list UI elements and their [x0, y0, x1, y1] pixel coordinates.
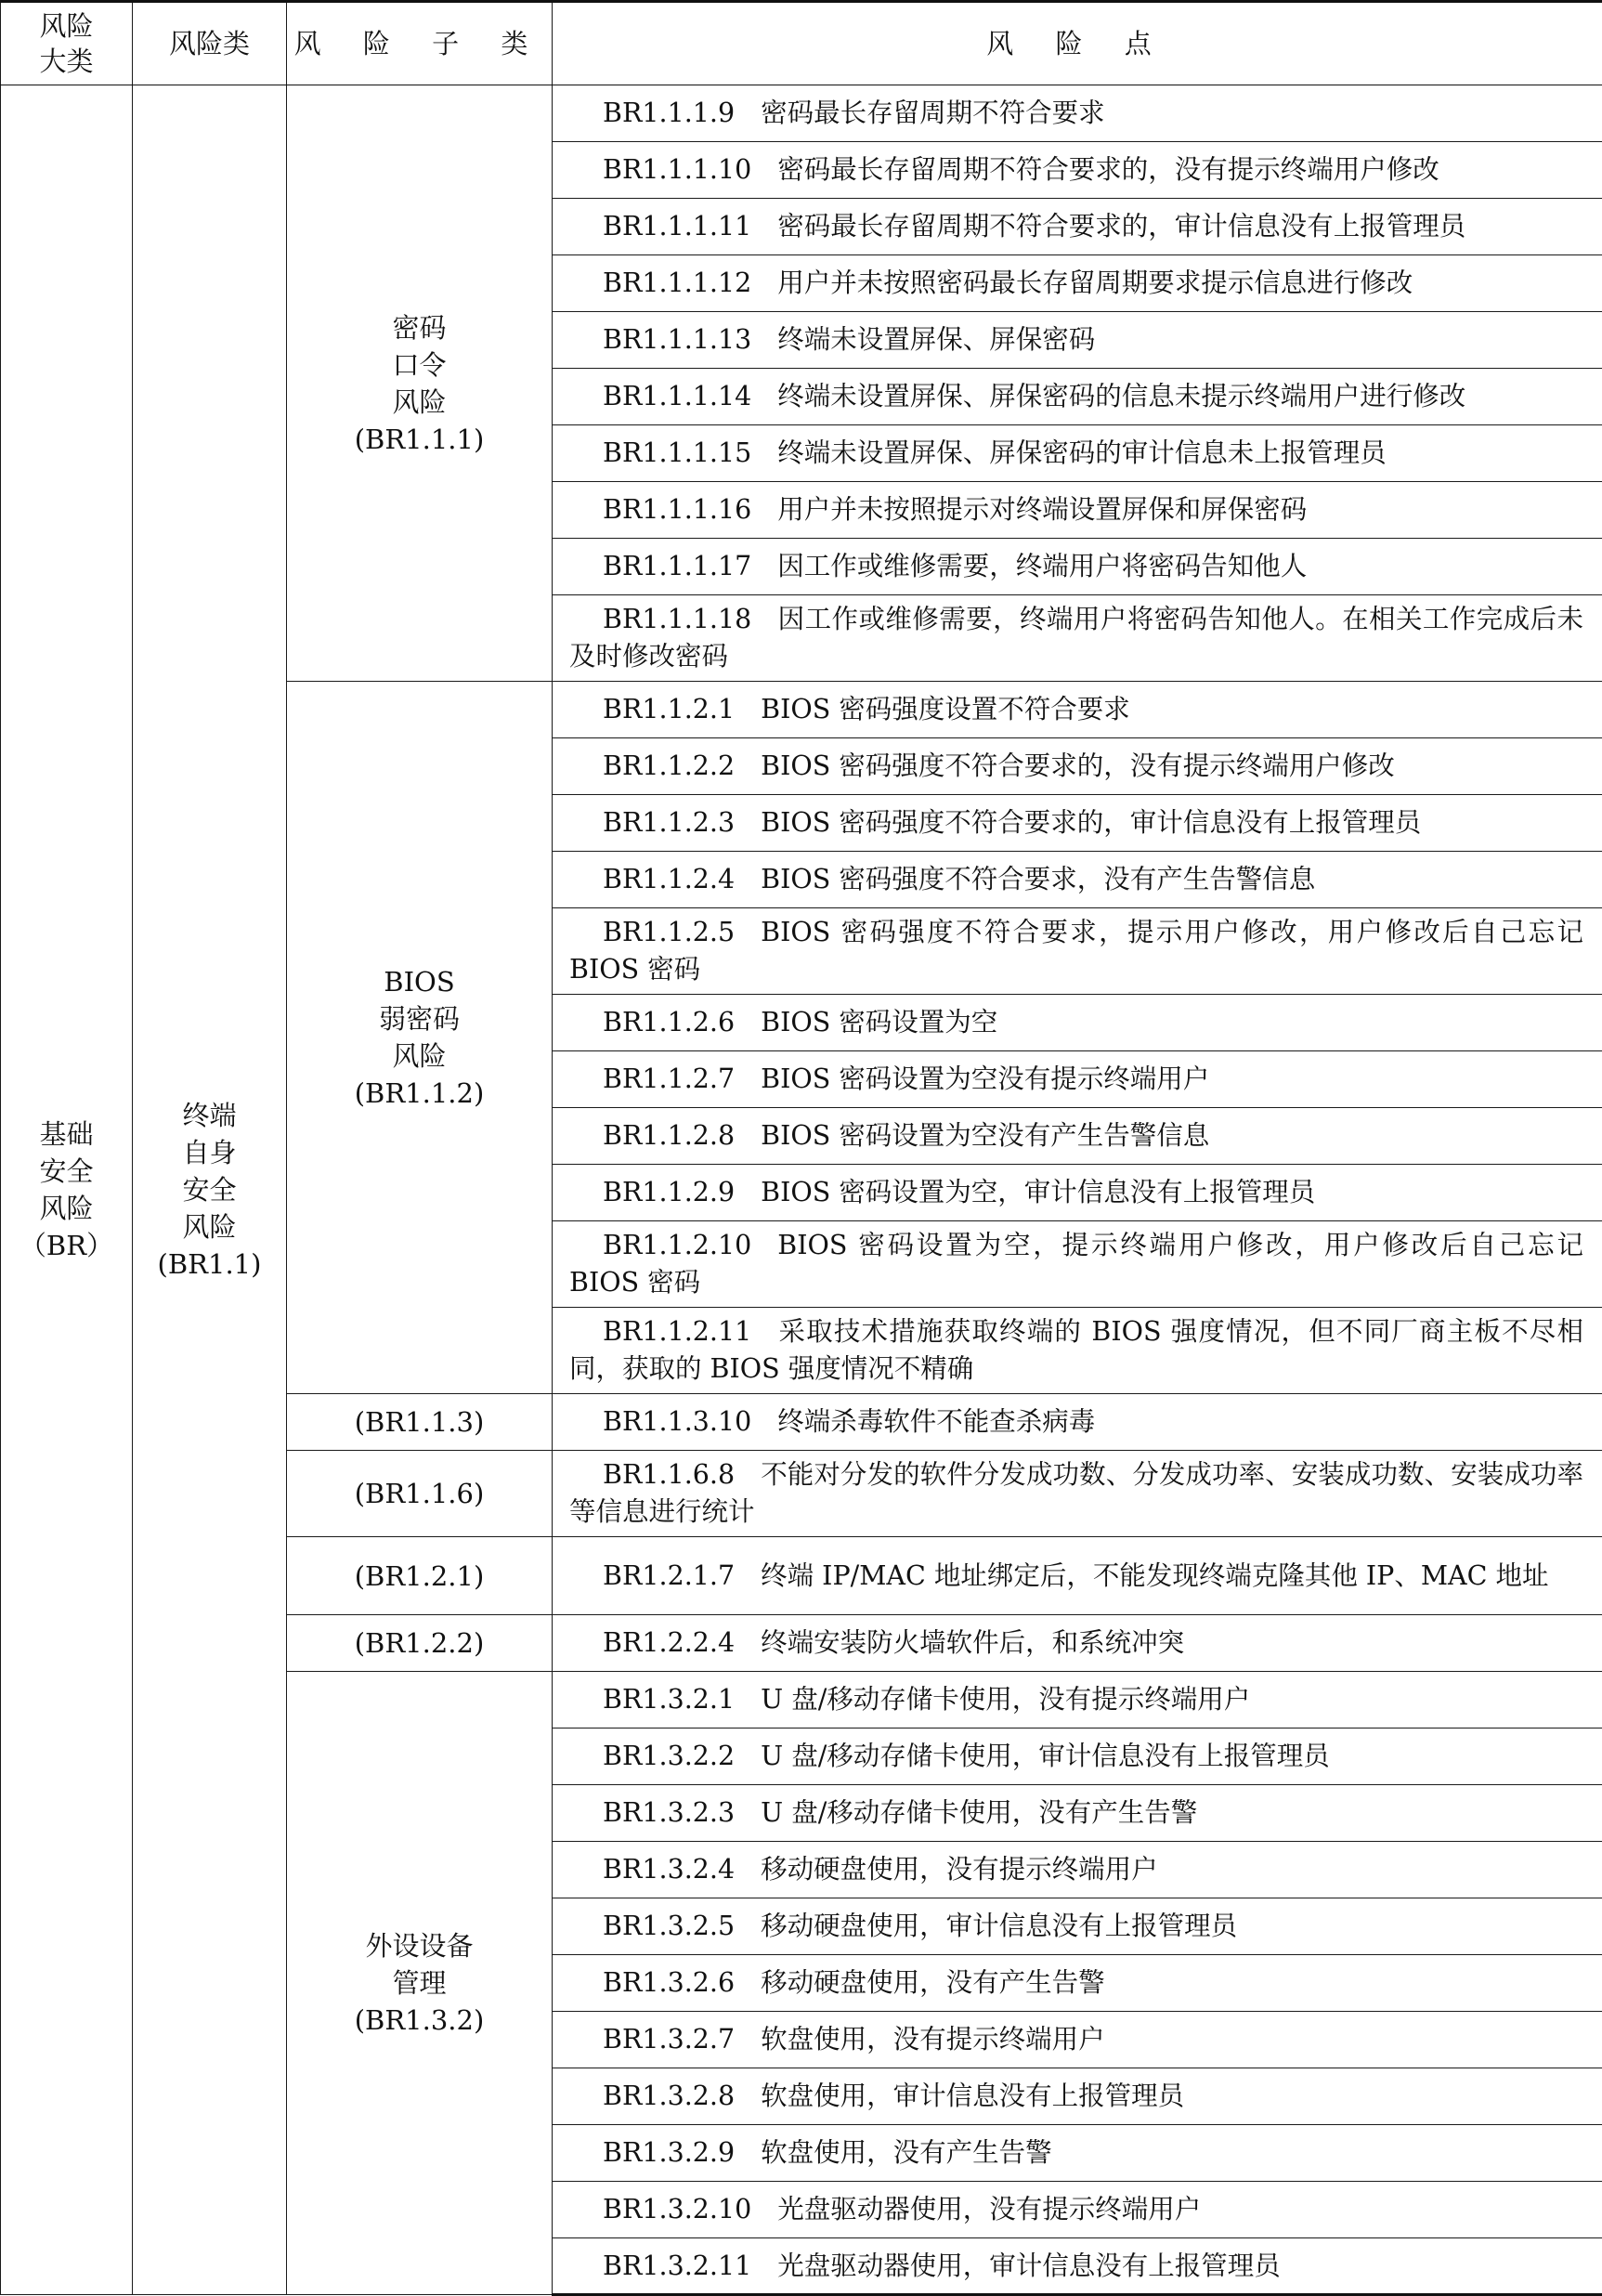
risk-point-text: 密码最长存留周期不符合要求 — [761, 98, 1105, 128]
risk-point-cell — [553, 1394, 1602, 1451]
risk-point-cell — [553, 539, 1602, 595]
risk-point-cell — [553, 1785, 1602, 1842]
risk-point-cell — [553, 852, 1602, 908]
risk-point-code: BR1.1.1.17 — [603, 551, 751, 581]
risk-point-code: BR1.1.3.10 — [603, 1406, 751, 1437]
risk-point-text: BIOS 密码强度不符合要求，没有产生告警信息 — [761, 864, 1315, 894]
risk-point-code: BR1.1.1.9 — [603, 98, 735, 128]
risk-point-code: BR1.1.2.10 — [603, 1230, 751, 1260]
risk-point-code: BR1.1.1.15 — [603, 437, 751, 468]
risk-point-cell — [553, 2012, 1602, 2068]
risk-point-code: BR1.1.2.1 — [603, 694, 735, 724]
risk-point-text: BIOS 密码强度不符合要求，提示用户修改，用户修改后自己忘记 BIOS 密码 — [569, 917, 1583, 985]
risk-subclass-cell: 密码 口令 风险 (BR1.1.1) — [287, 85, 553, 682]
risk-point-text: BIOS 密码设置为空没有产生告警信息 — [761, 1120, 1209, 1151]
risk-point-text: 终端未设置屏保、屏保密码的审计信息未上报管理员 — [777, 437, 1387, 468]
risk-class-cell: 终端 自身 安全 风险 (BR1.1) — [133, 85, 287, 2295]
risk-subclass-cell: BIOS 弱密码 风险 (BR1.1.2) — [287, 682, 553, 1394]
risk-point-text: 软盘使用，审计信息没有上报管理员 — [761, 2081, 1184, 2111]
risk-point-code: BR1.1.2.2 — [603, 750, 735, 781]
risk-point-text: 因工作或维修需要，终端用户将密码告知他人 — [777, 551, 1307, 581]
risk-point-cell — [553, 795, 1602, 852]
risk-point-text: 因工作或维修需要，终端用户将密码告知他人。在相关工作完成后未及时修改密码 — [569, 604, 1583, 672]
risk-point-text: 终端 IP/MAC 地址绑定后，不能发现终端克隆其他 IP、MAC 地址 — [761, 1560, 1548, 1591]
risk-point-text: BIOS 密码设置为空没有提示终端用户 — [761, 1063, 1209, 1094]
risk-point-cell — [553, 1955, 1602, 2012]
risk-point-text: 终端杀毒软件不能查杀病毒 — [777, 1406, 1095, 1437]
header-risk-class: 风险类 — [133, 2, 287, 85]
risk-point-text: 不能对分发的软件分发成功数、分发成功率、安装成功数、安装成功率等信息进行统计 — [569, 1459, 1583, 1527]
risk-point-cell — [553, 1451, 1602, 1537]
risk-point-code: BR1.3.2.10 — [603, 2194, 751, 2224]
risk-point-code: BR1.1.1.16 — [603, 494, 751, 525]
risk-point-cell — [553, 1729, 1602, 1785]
risk-point-cell — [553, 1221, 1602, 1308]
risk-point-code: BR1.1.2.8 — [603, 1120, 735, 1151]
risk-point-cell — [553, 1842, 1602, 1898]
risk-point-text: 密码最长存留周期不符合要求的，没有提示终端用户修改 — [777, 154, 1439, 185]
header-risk-point: 风 险 点 — [553, 2, 1602, 85]
risk-point-code: BR1.1.1.12 — [603, 267, 751, 298]
risk-point-text: 采取技术措施获取终端的 BIOS 强度情况，但不同厂商主板不尽相同，获取的 BIOS 强度情况不精确 — [569, 1316, 1583, 1384]
risk-point-code: BR1.1.1.10 — [603, 154, 751, 185]
risk-point-code: BR1.1.2.3 — [603, 807, 735, 838]
risk-point-cell — [553, 482, 1602, 539]
risk-point-cell — [553, 199, 1602, 255]
risk-point-cell — [553, 2238, 1602, 2295]
risk-point-text: 终端未设置屏保、屏保密码 — [777, 324, 1095, 355]
header-risk-subclass: 风 险 子 类 — [287, 2, 553, 85]
risk-point-cell — [553, 2125, 1602, 2182]
risk-point-cell — [553, 425, 1602, 482]
risk-point-code: BR1.1.2.11 — [603, 1316, 751, 1347]
risk-point-code: BR1.3.2.11 — [603, 2250, 751, 2281]
header-major-category: 风险 大类 — [1, 2, 133, 85]
risk-point-code: BR1.2.1.7 — [603, 1560, 735, 1591]
risk-subclass-cell: (BR1.2.1) — [287, 1537, 553, 1615]
risk-point-cell — [553, 255, 1602, 312]
risk-point-code: BR1.1.1.18 — [603, 604, 751, 634]
risk-point-text: BIOS 密码强度不符合要求的，审计信息没有上报管理员 — [761, 807, 1421, 838]
risk-point-text: 终端未设置屏保、屏保密码的信息未提示终端用户进行修改 — [777, 381, 1465, 411]
risk-point-cell — [553, 1051, 1602, 1108]
risk-subclass-cell: (BR1.1.3) — [287, 1394, 553, 1451]
risk-point-text: 光盘驱动器使用，没有提示终端用户 — [777, 2194, 1201, 2224]
risk-point-code: BR1.3.2.6 — [603, 1967, 735, 1998]
risk-point-code: BR1.2.2.4 — [603, 1627, 735, 1658]
risk-point-code: BR1.3.2.9 — [603, 2137, 735, 2168]
risk-point-text: 密码最长存留周期不符合要求的，审计信息没有上报管理员 — [777, 211, 1465, 241]
risk-subclass-cell: 外设设备 管理 (BR1.3.2) — [287, 1672, 553, 2295]
risk-point-text: BIOS 密码设置为空 — [761, 1007, 997, 1037]
risk-point-code: BR1.1.1.14 — [603, 381, 751, 411]
risk-point-text: 软盘使用，没有产生告警 — [761, 2137, 1052, 2168]
risk-point-text: 用户并未按照提示对终端设置屏保和屏保密码 — [777, 494, 1307, 525]
risk-point-code: BR1.1.2.9 — [603, 1177, 735, 1207]
risk-point-cell — [553, 1898, 1602, 1955]
risk-point-cell — [553, 142, 1602, 199]
risk-point-cell — [553, 738, 1602, 795]
risk-point-code: BR1.3.2.8 — [603, 2081, 735, 2111]
risk-point-cell — [553, 682, 1602, 738]
risk-point-code: BR1.1.2.7 — [603, 1063, 735, 1094]
risk-point-code: BR1.1.2.4 — [603, 864, 735, 894]
risk-point-text: 移动硬盘使用，没有提示终端用户 — [761, 1854, 1158, 1885]
risk-point-cell — [553, 1308, 1602, 1394]
risk-subclass-cell: (BR1.1.6) — [287, 1451, 553, 1537]
risk-subclass-cell: (BR1.2.2) — [287, 1615, 553, 1672]
risk-point-code: BR1.3.2.5 — [603, 1911, 735, 1941]
risk-point-code: BR1.1.6.8 — [603, 1459, 735, 1490]
risk-point-code: BR1.3.2.4 — [603, 1854, 735, 1885]
risk-point-text: 终端安装防火墙软件后，和系统冲突 — [761, 1627, 1184, 1658]
risk-point-code: BR1.3.2.3 — [603, 1797, 735, 1828]
risk-point-text: 光盘驱动器使用，审计信息没有上报管理员 — [777, 2250, 1281, 2281]
risk-point-code: BR1.3.2.1 — [603, 1684, 735, 1715]
risk-point-code: BR1.3.2.7 — [603, 2024, 735, 2055]
major-category-cell: 基础 安全 风险 （BR） — [1, 85, 133, 2295]
risk-point-text: BIOS 密码强度设置不符合要求 — [761, 694, 1130, 724]
risk-point-cell — [553, 1672, 1602, 1729]
risk-point-cell — [553, 1537, 1602, 1615]
risk-point-cell — [553, 85, 1602, 142]
risk-point-text: 移动硬盘使用，审计信息没有上报管理员 — [761, 1911, 1237, 1941]
risk-point-cell — [553, 312, 1602, 369]
risk-point-cell — [553, 1108, 1602, 1165]
risk-point-cell — [553, 2068, 1602, 2125]
risk-point-code: BR1.1.2.5 — [603, 917, 735, 947]
risk-point-cell — [553, 1615, 1602, 1672]
risk-point-text: 用户并未按照密码最长存留周期要求提示信息进行修改 — [777, 267, 1413, 298]
risk-point-text: BIOS 密码设置为空，提示终端用户修改，用户修改后自己忘记 BIOS 密码 — [569, 1230, 1583, 1298]
risk-point-cell — [553, 369, 1602, 425]
risk-point-code: BR1.1.2.6 — [603, 1007, 735, 1037]
risk-point-code: BR1.1.1.13 — [603, 324, 751, 355]
risk-point-text: BIOS 密码设置为空，审计信息没有上报管理员 — [761, 1177, 1315, 1207]
risk-point-text: U 盘/移动存储卡使用，没有提示终端用户 — [761, 1684, 1250, 1715]
risk-point-text: U 盘/移动存储卡使用，没有产生告警 — [761, 1797, 1197, 1828]
risk-point-cell — [553, 995, 1602, 1051]
risk-table-body — [1, 2, 1602, 2295]
risk-point-text: 移动硬盘使用，没有产生告警 — [761, 1967, 1105, 1998]
risk-point-cell — [553, 2182, 1602, 2238]
risk-point-cell — [553, 595, 1602, 682]
risk-point-cell — [553, 1165, 1602, 1221]
risk-point-code: BR1.3.2.2 — [603, 1741, 735, 1771]
risk-point-text: 软盘使用，没有提示终端用户 — [761, 2024, 1105, 2055]
risk-point-text: U 盘/移动存储卡使用，审计信息没有上报管理员 — [761, 1741, 1330, 1771]
risk-point-code: BR1.1.1.11 — [603, 211, 751, 241]
table-row — [1, 85, 1602, 142]
header-row — [1, 2, 1602, 85]
risk-point-cell — [553, 908, 1602, 995]
risk-point-text: BIOS 密码强度不符合要求的，没有提示终端用户修改 — [761, 750, 1395, 781]
